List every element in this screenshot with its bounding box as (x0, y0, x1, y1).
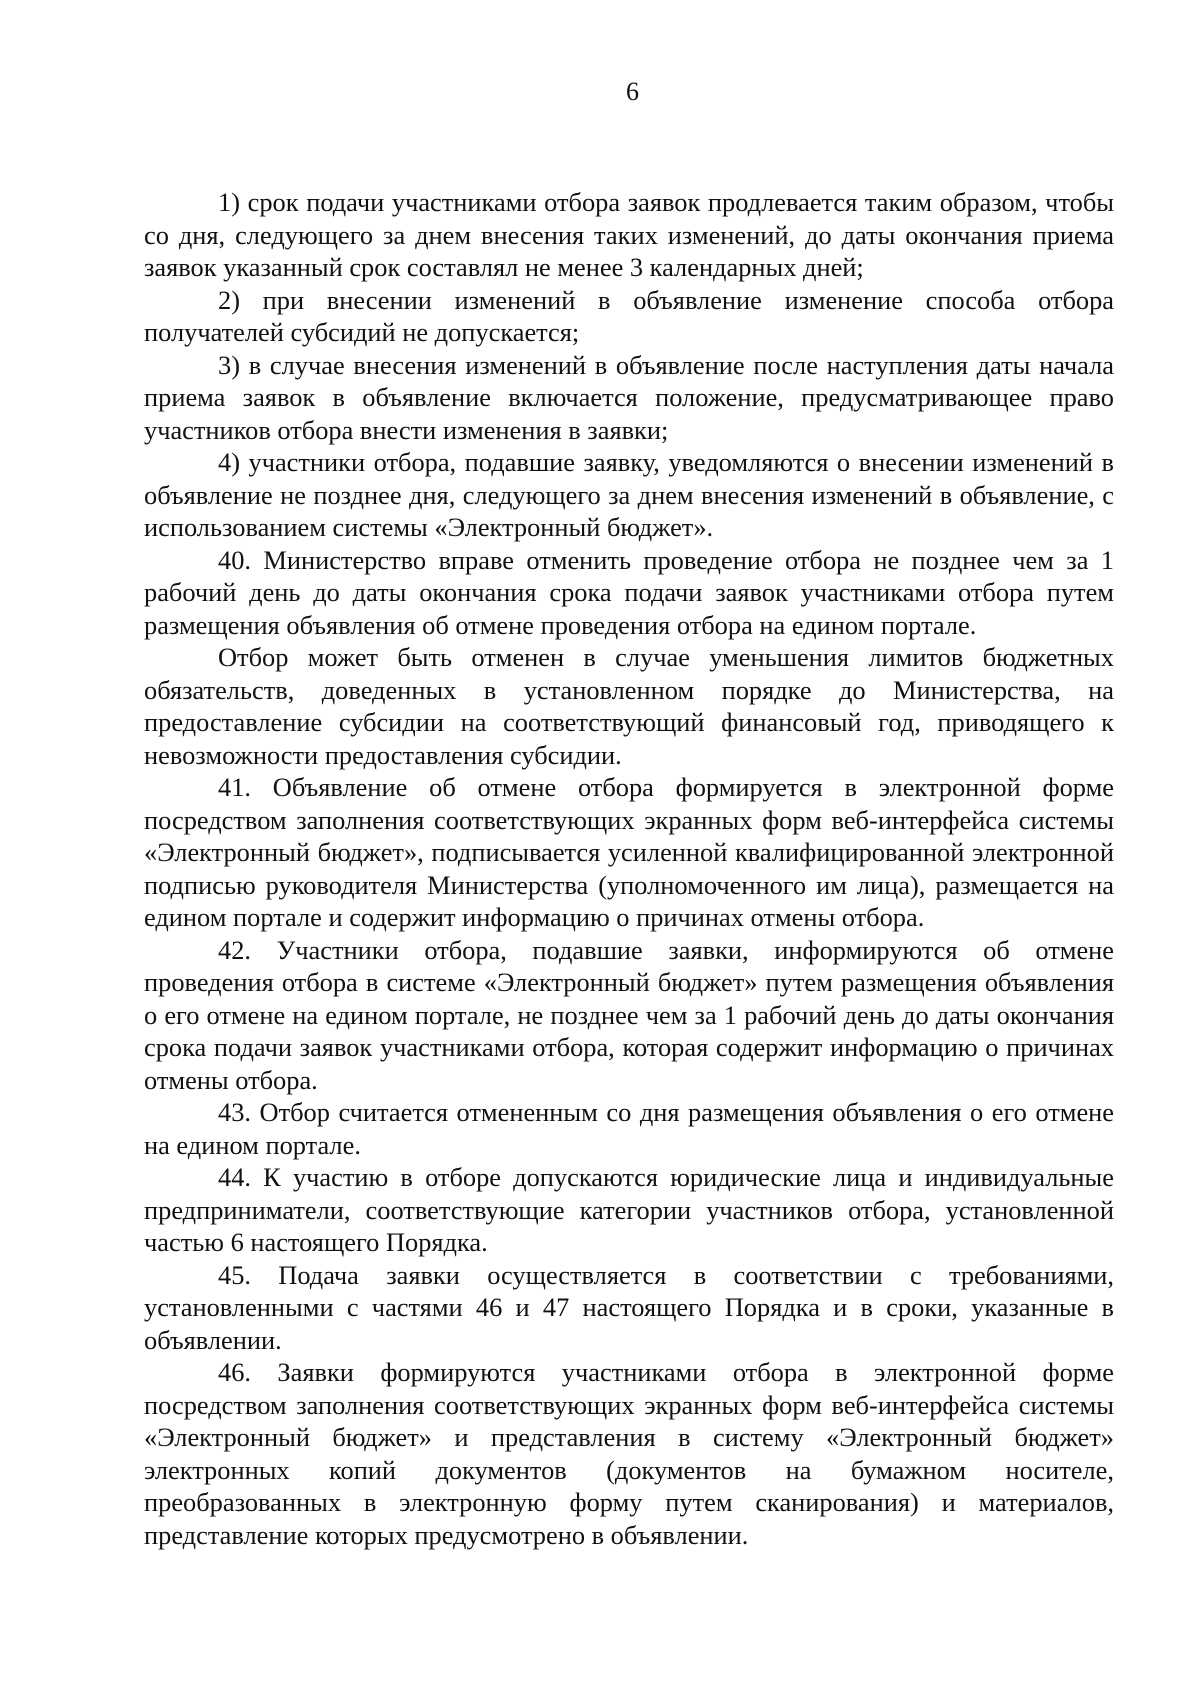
paragraph-42: 42. Участники отбора, подавшие заявки, информируются об отмене проведения отбора в системе «Электронный бюджет» путем размещения объявления о его отмене на едином портале, не позднее чем за 1 рабочий день до даты окончания срока подачи заявок участниками отбора, которая содержит информацию о причинах отмены отбора. (144, 934, 1114, 1095)
paragraph-item-1: 1) срок подачи участниками отбора заявок продлевается таким образом, чтобы со дня, следующего за днем внесения таких изменений, до даты окончания приема заявок указанный срок составлял не менее 3 календарных дней; (144, 187, 1114, 282)
paragraph-40-cancellation-reason: Отбор может быть отменен в случае уменьшения лимитов бюджетных обязательств, доведенных в установленном порядке до Министерства, на предоставление субсидии на соответствующий финансовый год, приводящего к невозможности предоставления субсидии. (144, 642, 1114, 770)
paragraph-41: 41. Объявление об отмене отбора формируется в электронной форме посредством заполнения соответствующих экранных форм веб-интерфейса системы «Электронный бюджет», подписывается усиленной квалифицированной электронной подписью руководителя Министерства (уполномоченного им лица), размещается на едином портале и содержит информацию о причинах отмены отбора. (144, 772, 1114, 932)
paragraph-46: 46. Заявки формируются участниками отбора в электронной форме посредством заполнения соответствующих экранных форм веб-интерфейса системы «Электронный бюджет» и представления в систему «Электронный бюджет» электронных копий документов (документов на бумажном носителе, преобразованных в электронную форму путем сканирования) и материалов, представление которых предусмотрено в объявлении. (144, 1357, 1114, 1550)
paragraph-item-3: 3) в случае внесения изменений в объявление после наступления даты начала приема заявок в объявление включается положение, предусматривающее право участников отбора внести изменения в заявки; (144, 349, 1114, 445)
paragraph-40: 40. Министерство вправе отменить проведение отбора не позднее чем за 1 рабочий день до даты окончания срока подачи заявок участниками отбора путем размещения объявления об отмене проведения отбора на едином портале. (144, 544, 1114, 640)
paragraph-43: 43. Отбор считается отмененным со дня размещения объявления о его отмене на едином портале. (144, 1097, 1114, 1160)
document-body (144, 186, 1114, 1551)
paragraph-44: 44. К участию в отборе допускаются юридические лица и индивидуальные предприниматели, соответствующие категории участников отбора, установленной частью 6 настоящего Порядка. (144, 1162, 1114, 1257)
page-number: 6 (626, 77, 639, 106)
paragraph-item-2: 2) при внесении изменений в объявление изменение способа отбора получателей субсидий не допускается; (144, 284, 1114, 347)
paragraph-45: 45. Подача заявки осуществляется в соответствии с требованиями, установленными с частями 46 и 47 настоящего Порядка и в сроки, указанные в объявлении. (144, 1259, 1114, 1355)
paragraph-item-4: 4) участники отбора, подавшие заявку, уведомляются о внесении изменений в объявление не позднее дня, следующего за днем внесения изменений в объявление, с использованием системы «Электронный бюджет». (144, 447, 1114, 542)
